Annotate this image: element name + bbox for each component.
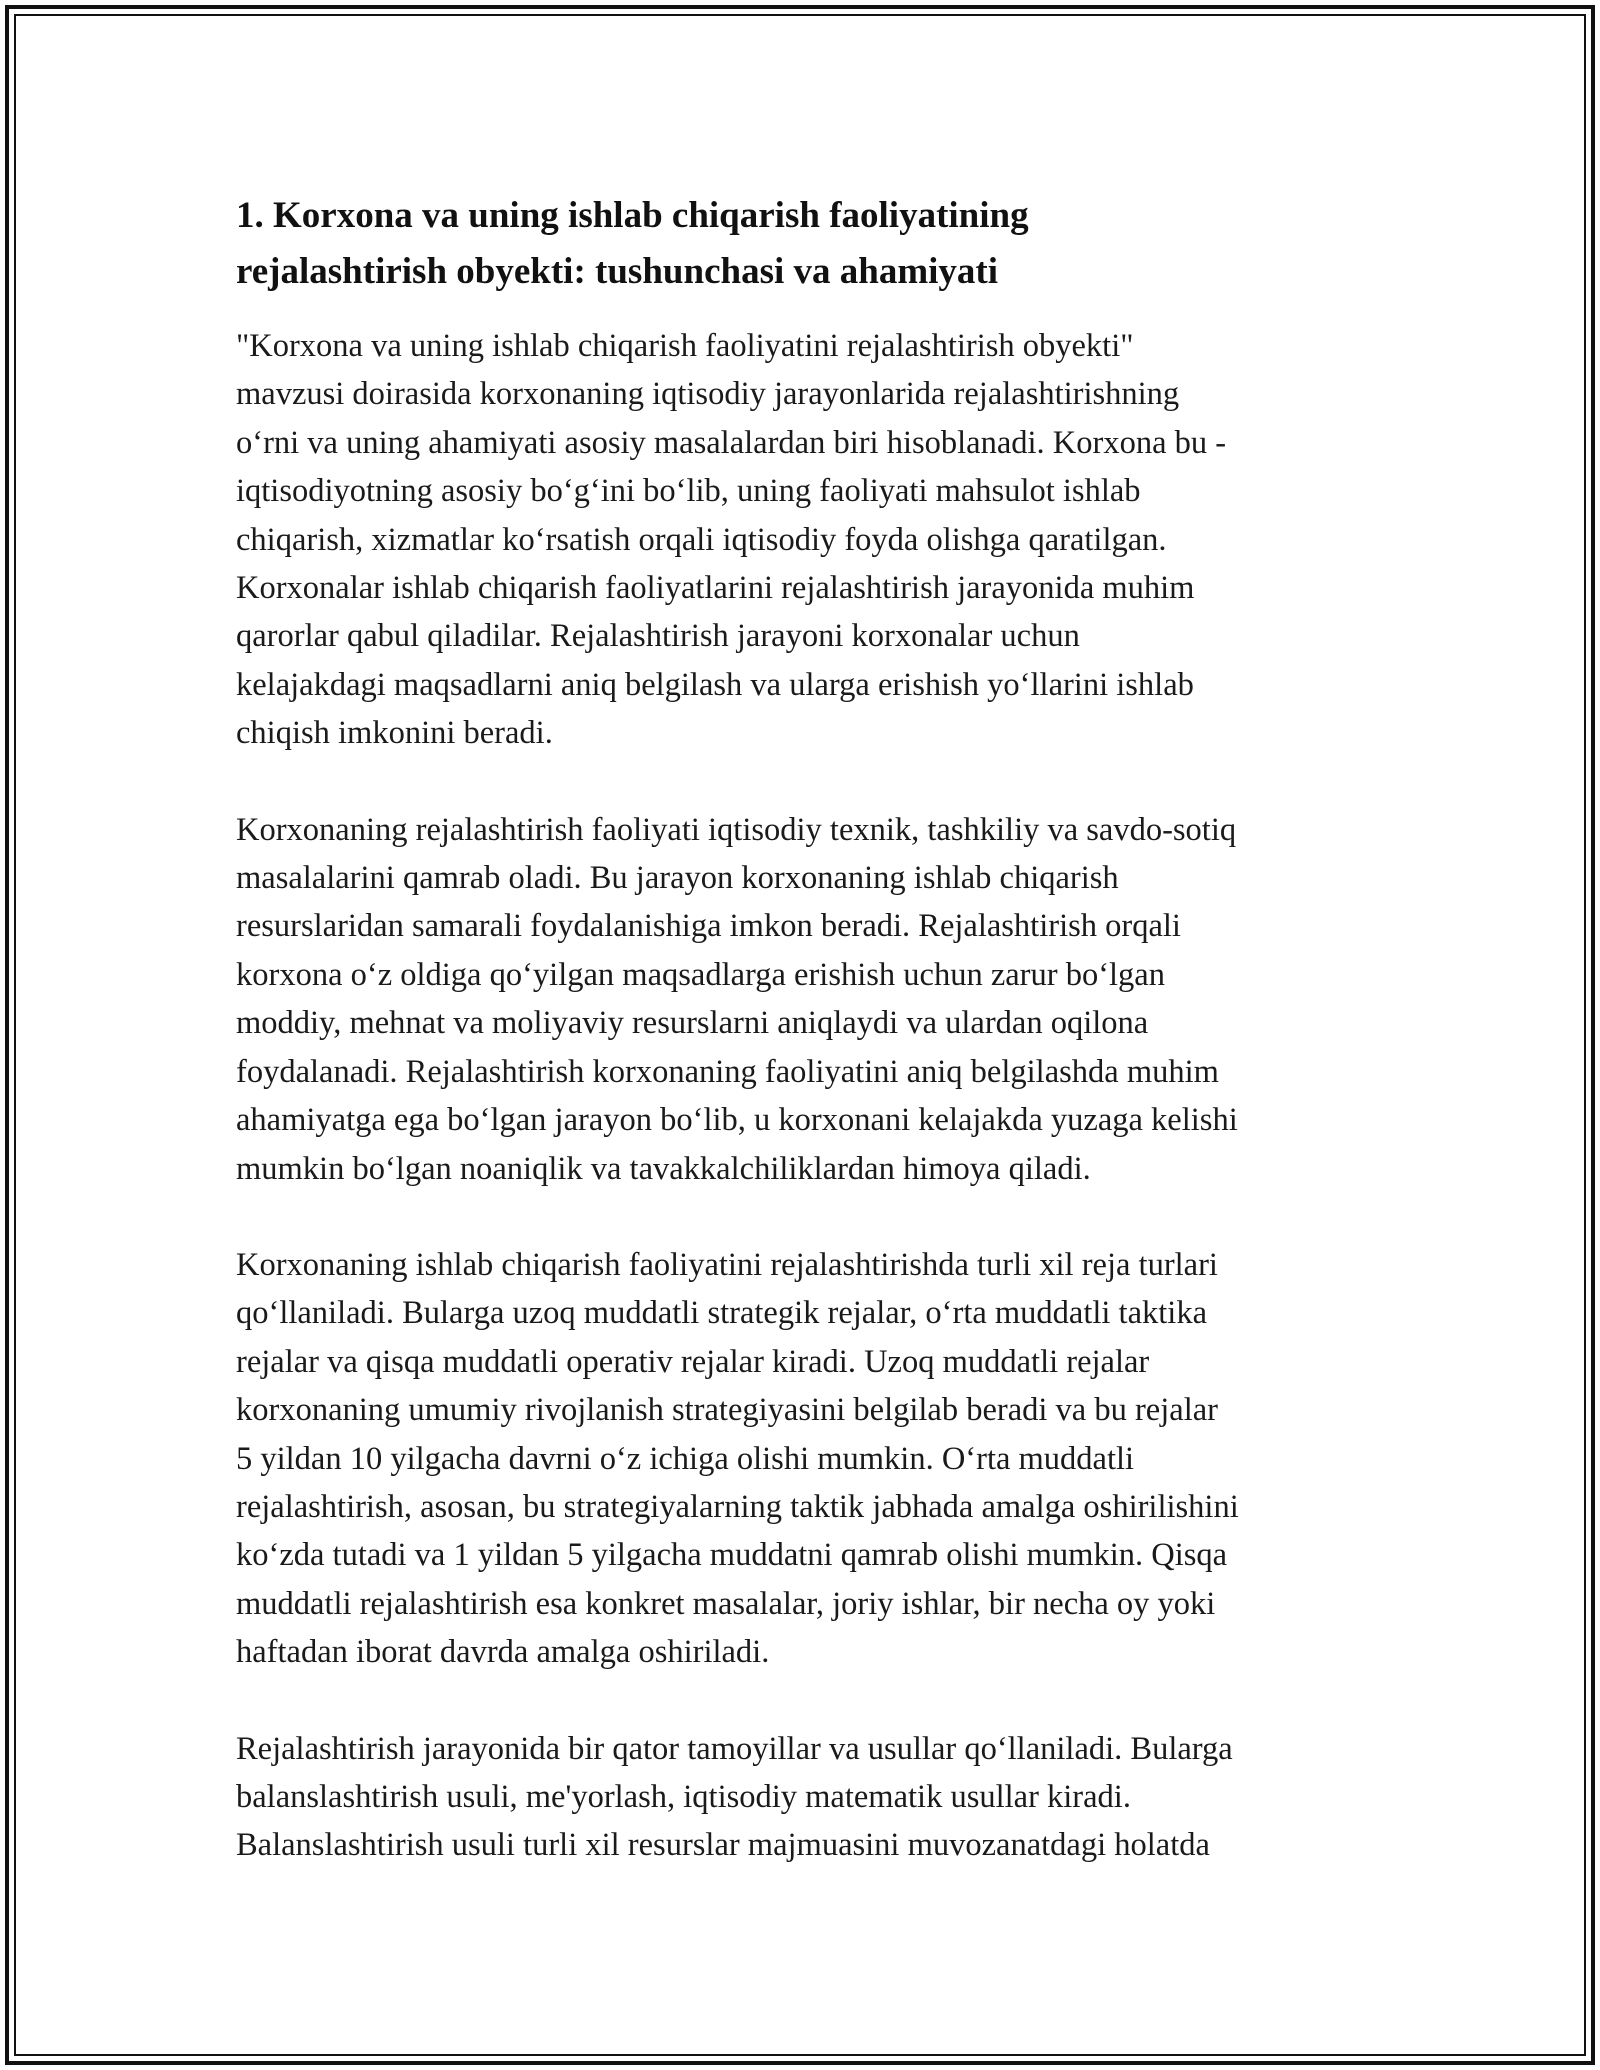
paragraph-1: "Korxona va uning ishlab chiqarish faoliyatini rejalashtirish obyekti" mavzusi doirasida korxonaning iqtisodiy jarayonlarida rejalashtirishning o‘rni va uning ahamiyati asosiy masalalardan biri hisoblanadi. Korxona bu - iqtisodiyotning asosiy bo‘g‘ini bo‘lib, uning faoliyati mahsulot ishlab chiqarish, xizmatlar ko‘rsatish orqali iqtisodiy foyda olishga qaratilgan. Korxonalar ishlab chiqarish faoliyatlarini rejalashtirish jarayonida muhim qarorlar qabul qiladilar. Rejalashtirish jarayoni korxonalar uchun kelajakdagi maqsadlarni aniq belgilash va ularga erishish yo‘llarini ishlab chiqish imkonini beradi. xyxy=(236,328,1227,752)
paragraph-2: Korxonaning rejalashtirish faoliyati iqtisodiy texnik, tashkiliy va savdo-sotiq masalalarini qamrab oladi. Bu jarayon korxonaning ishlab chiqarish resurslaridan samarali foydalanishiga imkon beradi. Rejalashtirish orqali korxona o‘z oldiga qo‘yilgan maqsadlarga erishish uchun zarur bo‘lgan moddiy, mehnat va moliyaviy resurslarni aniqlaydi va ulardan oqilona foydalanadi. Rejalashtirish korxonaning faoliyatini aniq belgilashda muhim ahamiyatga ega bo‘lgan jarayon bo‘lib, u korxonani kelajakda yuzaga kelishi mumkin bo‘lgan noaniqlik va tavakkalchiliklardan himoya qiladi. xyxy=(236,811,1238,1187)
paragraph-3: Korxonaning ishlab chiqarish faoliyatini rejalashtirishda turli xil reja turlari qo‘llaniladi. Bularga uzoq muddatli strategik rejalar, o‘rta muddatli taktika rejalar va qisqa muddatli operativ rejalar kiradi. Uzoq muddatli rejalar korxonaning umumiy rivojlanish strategiyasini belgilab beradi va bu rejalar 5 yildan 10 yilgacha davrni o‘z ichiga olishi mumkin. O‘rta muddatli rejalashtirish, asosan, bu strategiyalarning taktik jabhada amalga oshirilishini ko‘zda tutadi va 1 yildan 5 yilgacha muddatni qamrab olishi mumkin. Qisqa muddatli rejalashtirish esa konkret masalalar, joriy ishlar, bir necha oy yoki haftadan iborat davrda amalga oshiriladi. xyxy=(236,1246,1239,1671)
document-body xyxy=(236,188,1376,1918)
paragraph-4: Rejalashtirish jarayonida bir qator tamoyillar va usullar qo‘llaniladi. Bularga balanslashtirish usuli, me'yorlash, iqtisodiy matematik usullar kiradi. Balanslashtirish usuli turli xil resurslar majmuasini muvozanatdagi holatda xyxy=(236,1730,1233,1864)
section-heading: 1. Korxona va uning ishlab chiqarish faoliyatining rejalashtirish obyekti: tushunchasi va ahamiyati xyxy=(236,195,1029,292)
